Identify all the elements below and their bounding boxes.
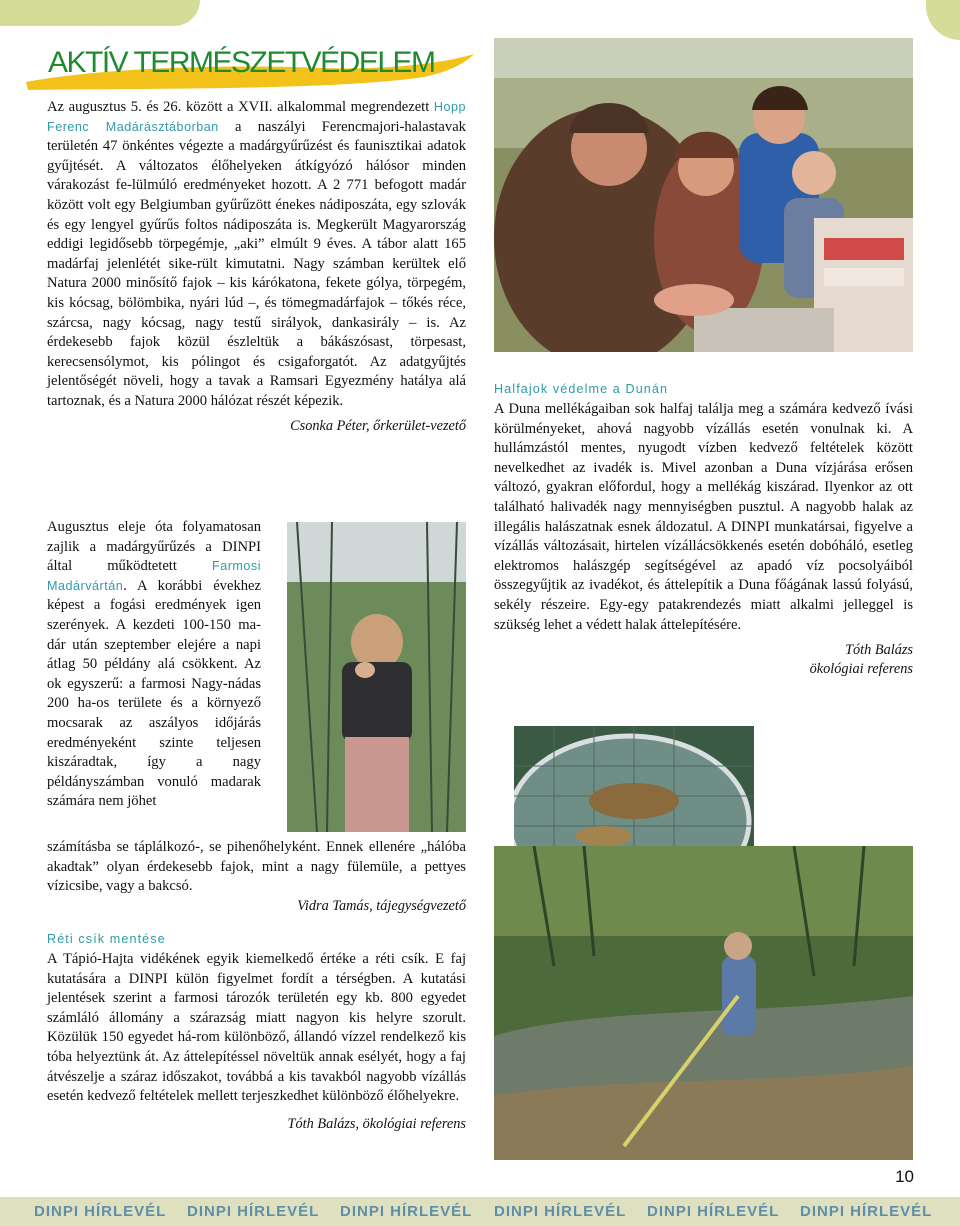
article-signature: Tóth Balázs, ökológiai referens [287, 1115, 466, 1132]
photo-mist-net [287, 522, 466, 832]
photo-electrofishing [494, 846, 913, 1160]
article-reti-csik [47, 930, 466, 1134]
section-heading: Réti csík mentése [47, 932, 166, 946]
footer-label: DINPI HÍRLEVÉL [34, 1203, 167, 1220]
article-farmos-station-continued [47, 838, 466, 916]
photo-volunteers-ringing [494, 38, 913, 352]
page-header [22, 38, 482, 98]
corner-decoration-left [0, 0, 200, 26]
article-bird-ringing-camp [47, 98, 466, 436]
station-name-highlight: Farmosi Madárvártán [47, 559, 261, 593]
article-paragraph: Az augusztus 5. és 26. között a XVII. alkalommal megrendezett Hopp Ferenc Madárásztáborban a naszályi Ferencmajori-halastavak területén 47 önkéntes végezte a madárgyűrűzést és faunisztikai adatok gyűjtését. A változatos élőhelyeken átkígyózó hálósor minden várakozást fe-lülmúló eredményeket hozott. A 2 771 befogott madár között volt egy Belgiumban gyűrűzött énekes nádiposzáta, egy szlovák és egy lengyel gyűrűs foltos nádiposzáta is. Megkerült Magyarország eddigi legidősebb törpegémje, „aki” elmúlt 9 éves. A tábor alatt 165 madárfaj jelenlétét sike-rült kimutatni. Nagy számban kerültek elő Natura 2000 minősítő fajok – kis kárókatona, fekete gólya, törpegém, kis kócsag, bölömbika, nyári lúd –, és tömegmadárfajok – tőkés réce, szárcsa, nagy kócsag, nagy testű sirályok, dankasirály – is. Az érdekesebb fajok közül észleltük a bákászósast, törpesast, kerecsensólymot, kis pólingot és csigaforgatót. Az adatgyűjtés jelentőségét növeli, hogy a tavak a Ramsari Egyezmény hatálya alá tartoznak, és a Natura 2000 hálózat részét képezik. [47, 99, 466, 409]
article-signature: Csonka Péter, őrkerület-vezető [290, 417, 466, 434]
article-signature: Vidra Tamás, tájegységvezető [297, 897, 466, 914]
footer-label: DINPI HÍRLEVÉL [494, 1203, 627, 1220]
article-paragraph: A Duna mellékágaiban sok halfaj találja meg a számára kedvező ívási körülményeket, ahová nagyobb vízállás esetén vonulnak ki. A hullámzástól mentes, nyugodt vízben kedvező feltételek között nevelkedhet az ivadék is. Mivel azonban a Duna vízjárása erősen változó, gyakran előfordul, hogy a mellékág kiszárad. Ilyenkor az ott található halivadék nagy mennyiségben pusztul. A nagyobb halak az illegális halászatnak esnek áldozatul. A DINPI munkatársai, figyelve a vízállás változásait, hirtelen vízállácsökkenés esetén dobóháló, esetleg elektromos halászgép segítségével az apadó víz pocsolyáiból összegyűjtik az ivadékot, és áttelepítik a Duna főágának lassú folyású, sekély részeire. Egy-egy patakrendezés miatt alkalmi jelleggel is szükség lehet a védett halak áttelepítésére. [494, 401, 913, 633]
article-paragraph-narrow: Augusztus eleje óta folyamatosan zajlik a madárgyűrűzés a DINPI által működtetett Farmosi Madárvártán. A korábbi évekhez képest a fogási eredmények igen szerények. A kezdeti 100-150 ma-dár után szeptember elejére a napi átlag 50 példány alá csökkent. Az ok egyszerű: a farmosi Nagy-nádas 200 ha-os területe és a környező mocsarak az aszályos időjárás eredményeként szinte teljesen kiszáradtak, így a nagy példányszámban vonuló madarak számára nem jöhet [47, 519, 261, 810]
footer-label: DINPI HÍRLEVÉL [800, 1203, 933, 1220]
article-farmos-station [47, 518, 261, 812]
page-number: 10 [895, 1167, 914, 1186]
footer-label: DINPI HÍRLEVÉL [340, 1203, 473, 1220]
footer-label: DINPI HÍRLEVÉL [647, 1203, 780, 1220]
footer-label: DINPI HÍRLEVÉL [187, 1203, 320, 1220]
article-danube-fish [494, 380, 913, 679]
corner-decoration-right [926, 0, 960, 40]
article-paragraph: A Tápió-Hajta vidékének egyik kiemelkedő értéke a réti csík. E faj kutatására a DINPI külön figyelmet fordít a térségben. A kutatási jelentések szerint a farmosi tározók területén egy kb. 800 egyedet számláló állomány a szárazság miatt nagyon kis helyre szorult. Közülük 150 egyedet há-rom különböző, állandó vízzel rendelkező kis tóba helyeztünk át. Az áttelepítéssel növeltük annak esélyét, hogy a faj átvészelje a száraz időszakot, továbbá a kis tavakból nagyobb vízállás esetén kedvező feltételek mellett terjeszkedhet különböző élőhelyekre. [47, 951, 466, 1105]
article-paragraph: számításba se táplálkozó-, se pihenőhelyként. Ennek ellenére „hálóba akadtak” olyan érdekesebb fajok, mint a nagy fülemüle, a pettyes vízicsibe, vagy a bakcsó. [47, 839, 466, 895]
section-heading: Halfajok védelme a Dunán [494, 382, 669, 396]
article-signature: Tóth Balázs ökológiai referens [809, 642, 913, 678]
page-title: AKTÍV TERMÉSZETVÉDELEM [48, 46, 435, 79]
camp-name-highlight: Hopp Ferenc Madárásztáborban [47, 100, 466, 134]
